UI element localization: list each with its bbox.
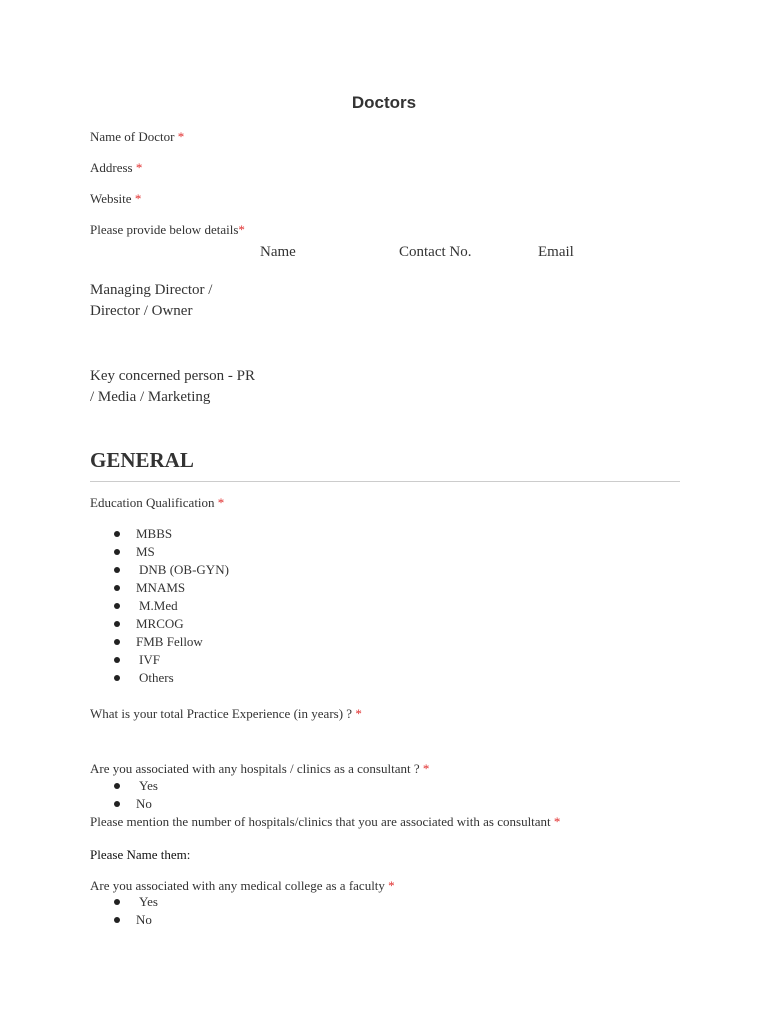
bullet-icon <box>114 657 120 663</box>
faculty-text: Are you associated with any medical college as a faculty <box>90 878 385 893</box>
option-text: MBBS <box>136 526 173 541</box>
section-divider <box>90 481 680 482</box>
row-label-line: / Media / Marketing <box>90 389 211 405</box>
education-option <box>136 634 203 650</box>
consultant-text: Are you associated with any hospitals / clinics as a consultant ? <box>90 761 420 776</box>
hospital-count-label <box>90 814 560 830</box>
option-text: Others <box>139 670 174 685</box>
bullet-icon <box>114 639 120 645</box>
bullet-icon <box>114 783 120 789</box>
details-prompt-text: Please provide below details <box>90 222 239 237</box>
bullet-icon <box>114 603 120 609</box>
name-of-doctor-label <box>90 129 184 145</box>
hospital-count-text: Please mention the number of hospitals/clinics that you are associated with as consultant <box>90 814 551 829</box>
education-option <box>139 562 229 578</box>
bullet-icon <box>114 917 120 923</box>
bullet-icon <box>114 549 120 555</box>
faculty-option-no <box>136 912 152 928</box>
option-text: M.Med <box>139 598 178 613</box>
required-asterisk: * <box>217 495 225 510</box>
education-option <box>139 652 160 668</box>
section-heading-general: GENERAL <box>90 448 194 472</box>
name-of-doctor-text: Name of Doctor <box>90 129 175 144</box>
option-text: Yes <box>139 894 158 909</box>
required-asterisk: * <box>135 160 143 175</box>
required-asterisk: * <box>422 761 430 776</box>
option-text: Yes <box>139 778 158 793</box>
option-text: No <box>136 796 152 811</box>
bullet-icon <box>114 899 120 905</box>
education-option <box>136 616 184 632</box>
website-label <box>90 191 141 207</box>
option-text: FMB Fellow <box>136 634 203 649</box>
website-text: Website <box>90 191 132 206</box>
option-text: MNAMS <box>136 580 186 595</box>
education-option <box>139 670 174 686</box>
row-label-key-person <box>90 366 255 408</box>
row-label-line: Managing Director / <box>90 282 213 298</box>
education-option <box>136 580 185 596</box>
bullet-icon <box>114 801 120 807</box>
option-text: MS <box>136 544 155 559</box>
required-asterisk: * <box>553 814 561 829</box>
column-header-name: Name <box>260 244 296 260</box>
option-text: IVF <box>139 652 160 667</box>
row-label-managing-director <box>90 280 212 322</box>
address-label <box>90 160 142 176</box>
experience-text: What is your total Practice Experience (in years) ? <box>90 706 353 721</box>
required-asterisk: * <box>355 706 362 721</box>
bullet-icon <box>114 675 120 681</box>
row-label-line: Key concerned person - PR <box>90 368 255 384</box>
consultant-option-no <box>136 796 152 812</box>
column-header-email: Email <box>538 244 574 260</box>
consultant-label <box>90 761 429 777</box>
column-header-contact: Contact No. <box>399 244 472 260</box>
address-text: Address <box>90 160 133 175</box>
consultant-option-yes <box>139 778 158 794</box>
required-asterisk: * <box>238 222 245 237</box>
bullet-icon <box>114 621 120 627</box>
required-asterisk: * <box>388 878 395 893</box>
education-option <box>136 544 155 560</box>
faculty-option-yes <box>139 894 158 910</box>
option-text: MRCOG <box>136 616 184 631</box>
row-label-line: Director / Owner <box>90 303 193 319</box>
experience-label <box>90 706 362 722</box>
details-prompt-label <box>90 222 245 238</box>
required-asterisk: * <box>134 191 142 206</box>
faculty-label <box>90 878 395 894</box>
education-label <box>90 495 224 511</box>
page-title: Doctors <box>351 93 417 112</box>
option-text: DNB (OB-GYN) <box>139 562 229 577</box>
bullet-icon <box>114 585 120 591</box>
education-text: Education Qualification <box>90 495 215 510</box>
option-text: No <box>136 912 152 927</box>
name-them-label: Please Name them: <box>90 847 191 862</box>
bullet-icon <box>114 531 120 537</box>
education-option <box>136 526 172 542</box>
bullet-icon <box>114 567 120 573</box>
required-asterisk: * <box>177 129 185 144</box>
education-option <box>139 598 178 614</box>
